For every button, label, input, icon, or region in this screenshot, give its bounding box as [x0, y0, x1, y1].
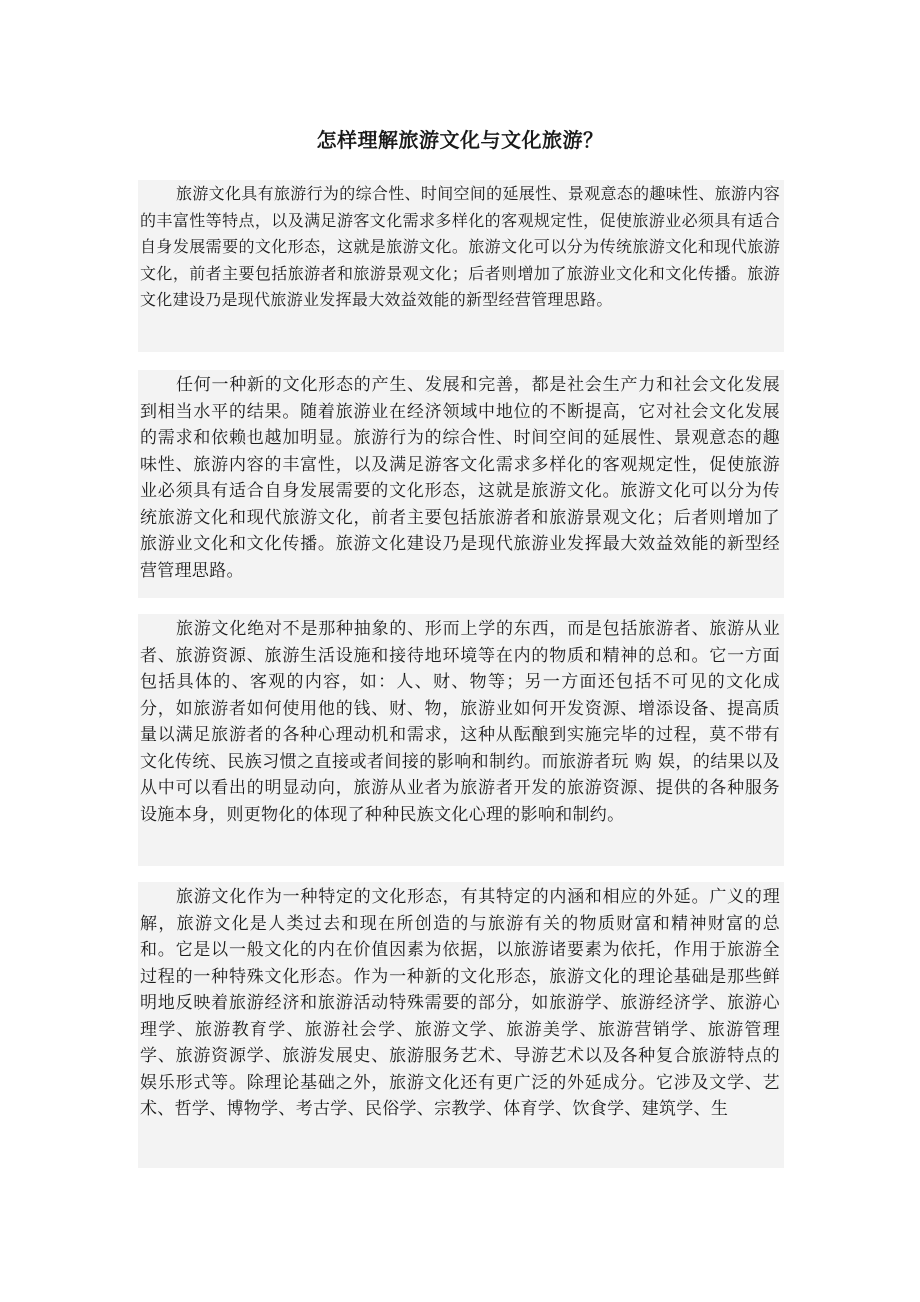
paragraph-3: 旅游文化绝对不是那种抽象的、形而上学的东西，而是包括旅游者、旅游从业者、旅游资源、旅游生活设施和接待地环境等在内的物质和精神的总和。它一方面包括具体的、客观的内容，如：人、财、物等；另一方面还包括不可见的文化成分，如旅游者如何使用他的钱、财、物，旅游业如何开发资源、增添设备、提高质量以满足旅游者的各种心理动机和需求，这种从酝酿到实施完毕的过程，莫不带有文化传统、民族习惯之直接或者间接的影响和制约。而旅游者玩 购 娱，的结果以及从中可以看出的明显动向，旅游从业者为旅游者开发的旅游资源、提供的各种服务设施本身，则更物化的体现了种种民族文化心理的影响和制约。: [140, 619, 780, 825]
paragraph-2: 任何一种新的文化形态的产生、发展和完善，都是社会生产力和社会文化发展到相当水平的结果。随着旅游业在经济领域中地位的不断提高，它对社会文化发展的需求和依赖也越加明显。旅游行为的综合性、时间空间的延展性、景观意态的趣味性、旅游内容的丰富性，以及满足游客文化需求多样化的客观规定性，促使旅游业必须具有适合自身发展需要的文化形态，这就是旅游文化。旅游文化可以分为传统旅游文化和现代旅游文化，前者主要包括旅游者和旅游景观文化；后者则增加了旅游业文化和文化传播。旅游文化建设乃是现代旅游业发挥最大效益效能的新型经营管理思路。: [140, 375, 780, 581]
page-title: 怎样理解旅游文化与文化旅游？: [316, 128, 604, 152]
paragraph-4: 旅游文化作为一种特定的文化形态，有其特定的内涵和相应的外延。广义的理解，旅游文化是人类过去和现在所创造的与旅游有关的物质财富和精神财富的总和。它是以一般文化的内在价值因素为依据，以旅游诸要素为依托，作用于旅游全过程的一种特殊文化形态。作为一种新的文化形态，旅游文化的理论基础是那些鲜明地反映着旅游经济和旅游活动特殊需要的部分，如旅游学、旅游经济学、旅游心理学、旅游教育学、旅游社会学、旅游文学、旅游美学、旅游营销学、旅游管理学、旅游资源学、旅游发展史、旅游服务艺术、导游艺术以及各种复合旅游特点的娱乐形式等。除理论基础之外，旅游文化还有更广泛的外延成分。它涉及文学、艺术、哲学、博物学、考古学、民俗学、宗教学、体育学、饮食学、建筑学、生: [140, 887, 780, 1119]
paragraph-1: 旅游文化具有旅游行为的综合性、时间空间的延展性、景观意态的趣味性、旅游内容的丰富性等特点，以及满足游客文化需求多样化的客观规定性，促使旅游业必须具有适合自身发展需要的文化形态，这就是旅游文化。旅游文化可以分为传统旅游文化和现代旅游文化，前者主要包括旅游者和旅游景观文化；后者则增加了旅游业文化和文化传播。旅游文化建设乃是现代旅游业发挥最大效益效能的新型经营管理思路。: [140, 184, 780, 309]
